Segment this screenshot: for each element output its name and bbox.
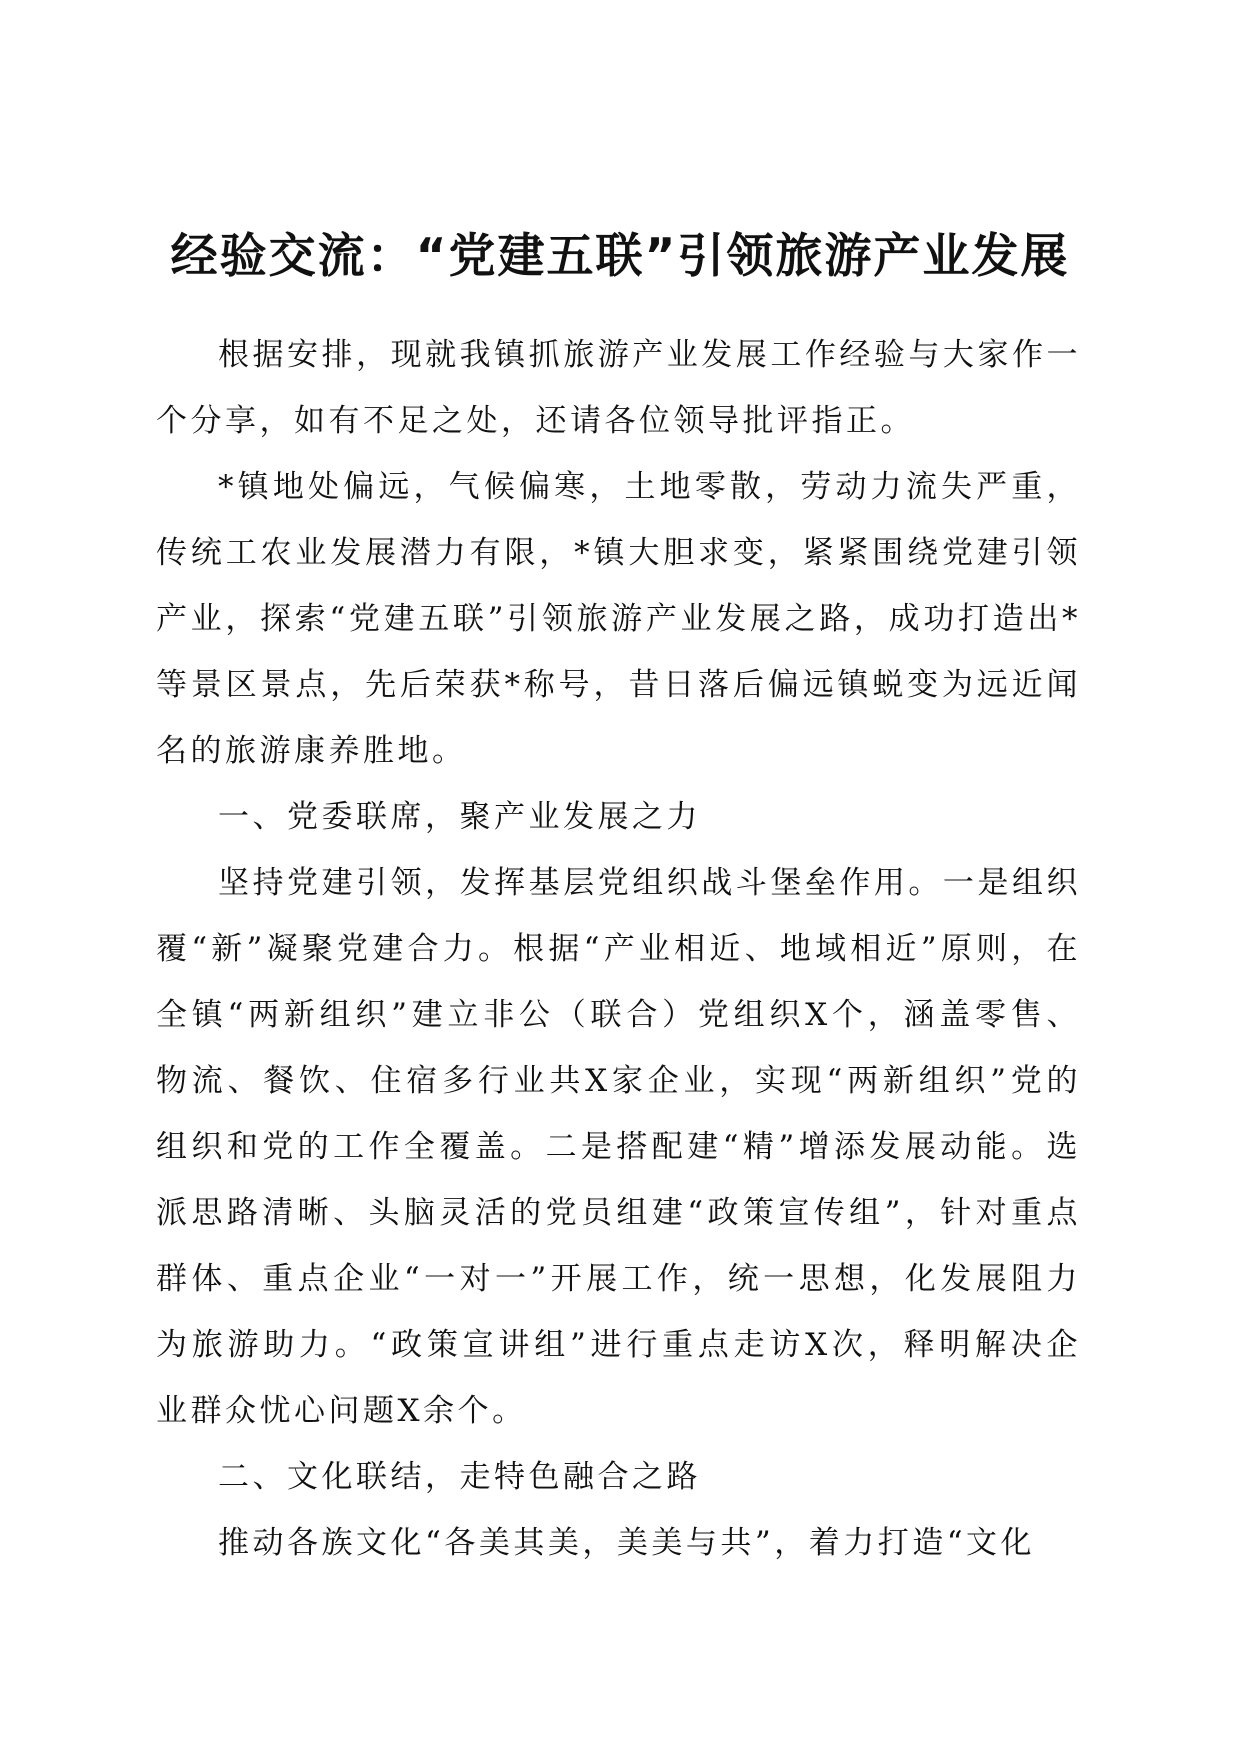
section-heading-1: 一、党委联席，聚产业发展之力 xyxy=(218,799,701,835)
section-heading-2: 二、文化联结，走特色融合之路 xyxy=(218,1459,701,1495)
document-body xyxy=(156,322,1081,1576)
intro-paragraph: 根据安排，现就我镇抓旅游产业发展工作经验与大家作一个分享，如有不足之处，还请各位领导批评指正。 xyxy=(156,337,1081,439)
background-paragraph: *镇地处偏远，气候偏寒，土地零散，劳动力流失严重，传统工农业发展潜力有限，*镇大胆求变，紧紧围绕党建引领产业，探索“党建五联”引领旅游产业发展之路，成功打造出*等景区景点，先后荣获*称号，昔日落后偏远镇蜕变为远近闻名的旅游康养胜地。 xyxy=(156,469,1081,769)
section-2-paragraph: 推动各族文化“各美其美，美美与共”，着力打造“文化 xyxy=(218,1525,1036,1561)
document-title: 经验交流：“党建五联”引领旅游产业发展 xyxy=(170,229,1070,285)
section-1-paragraph: 坚持党建引领，发挥基层党组织战斗堡垒作用。一是组织覆“新”凝聚党建合力。根据“产业相近、地域相近”原则，在全镇“两新组织”建立非公（联合）党组织X个，涵盖零售、物流、餐饮、住宿多行业共X家企业，实现“两新组织”党的组织和党的工作全覆盖。二是搭配建“精”增添发展动能。选派思路清晰、头脑灵活的党员组建“政策宣传组”，针对重点群体、重点企业“一对一”开展工作，统一思想，化发展阻力为旅游助力。“政策宣讲组”进行重点走访X次，释明解决企业群众忧心问题X余个。 xyxy=(156,865,1081,1429)
